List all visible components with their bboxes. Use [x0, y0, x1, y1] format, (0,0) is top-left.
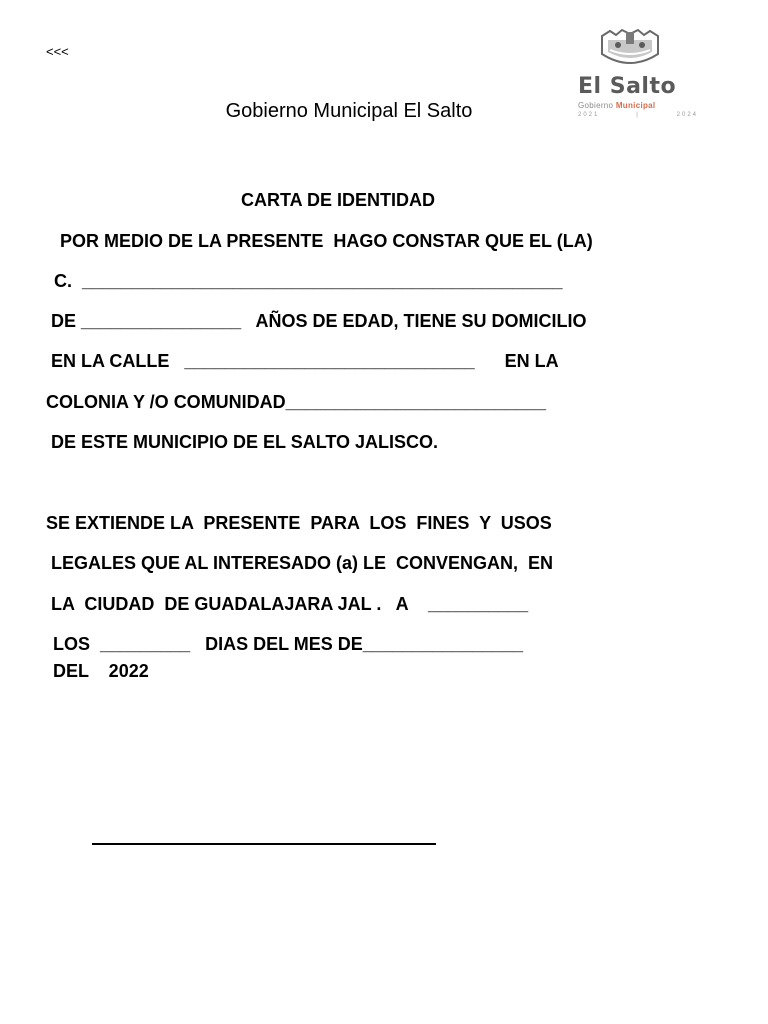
logo-year-divider: | [636, 112, 640, 118]
body-line: DE ________________ AÑOS DE EDAD, TIENE SU DOMICILIO [51, 311, 587, 331]
corner-mark: <<< [46, 44, 69, 59]
logo-year-end: 2024 [676, 112, 698, 118]
body-line: C. ________________________________________________ [54, 271, 563, 291]
body-line: COLONIA Y /O COMUNIDAD__________________________ [46, 392, 546, 412]
signature-line [92, 843, 436, 845]
logo-subtitle-gobierno: Gobierno [578, 101, 616, 110]
body-line: DE ESTE MUNICIPIO DE EL SALTO JALISCO. [51, 432, 439, 452]
body-line: DEL 2022 [53, 661, 149, 681]
body-line: LEGALES QUE AL INTERESADO (a) LE CONVENGAN, EN [51, 553, 554, 573]
logo-subtitle-municipal: Municipal [615, 101, 656, 110]
document-title: CARTA DE IDENTIDAD [241, 190, 435, 210]
body-line: POR MEDIO DE LA PRESENTE HAGO CONSTAR QUE EL (LA) [60, 231, 593, 251]
organization-title: Gobierno Municipal El Salto [225, 100, 473, 122]
body-line: SE EXTIENDE LA PRESENTE PARA LOS FINES Y USOS [46, 513, 552, 533]
body-line: LA CIUDAD DE GUADALAJARA JAL . A __________ [51, 594, 529, 614]
body-line: LOS _________ DIAS DEL MES DE________________ [53, 634, 523, 654]
municipal-seal-icon [596, 28, 664, 68]
logo-name: El Salto [578, 74, 677, 99]
logo-year-start: 2021 [578, 112, 600, 118]
body-line: EN LA CALLE _____________________________ EN LA [51, 351, 559, 371]
